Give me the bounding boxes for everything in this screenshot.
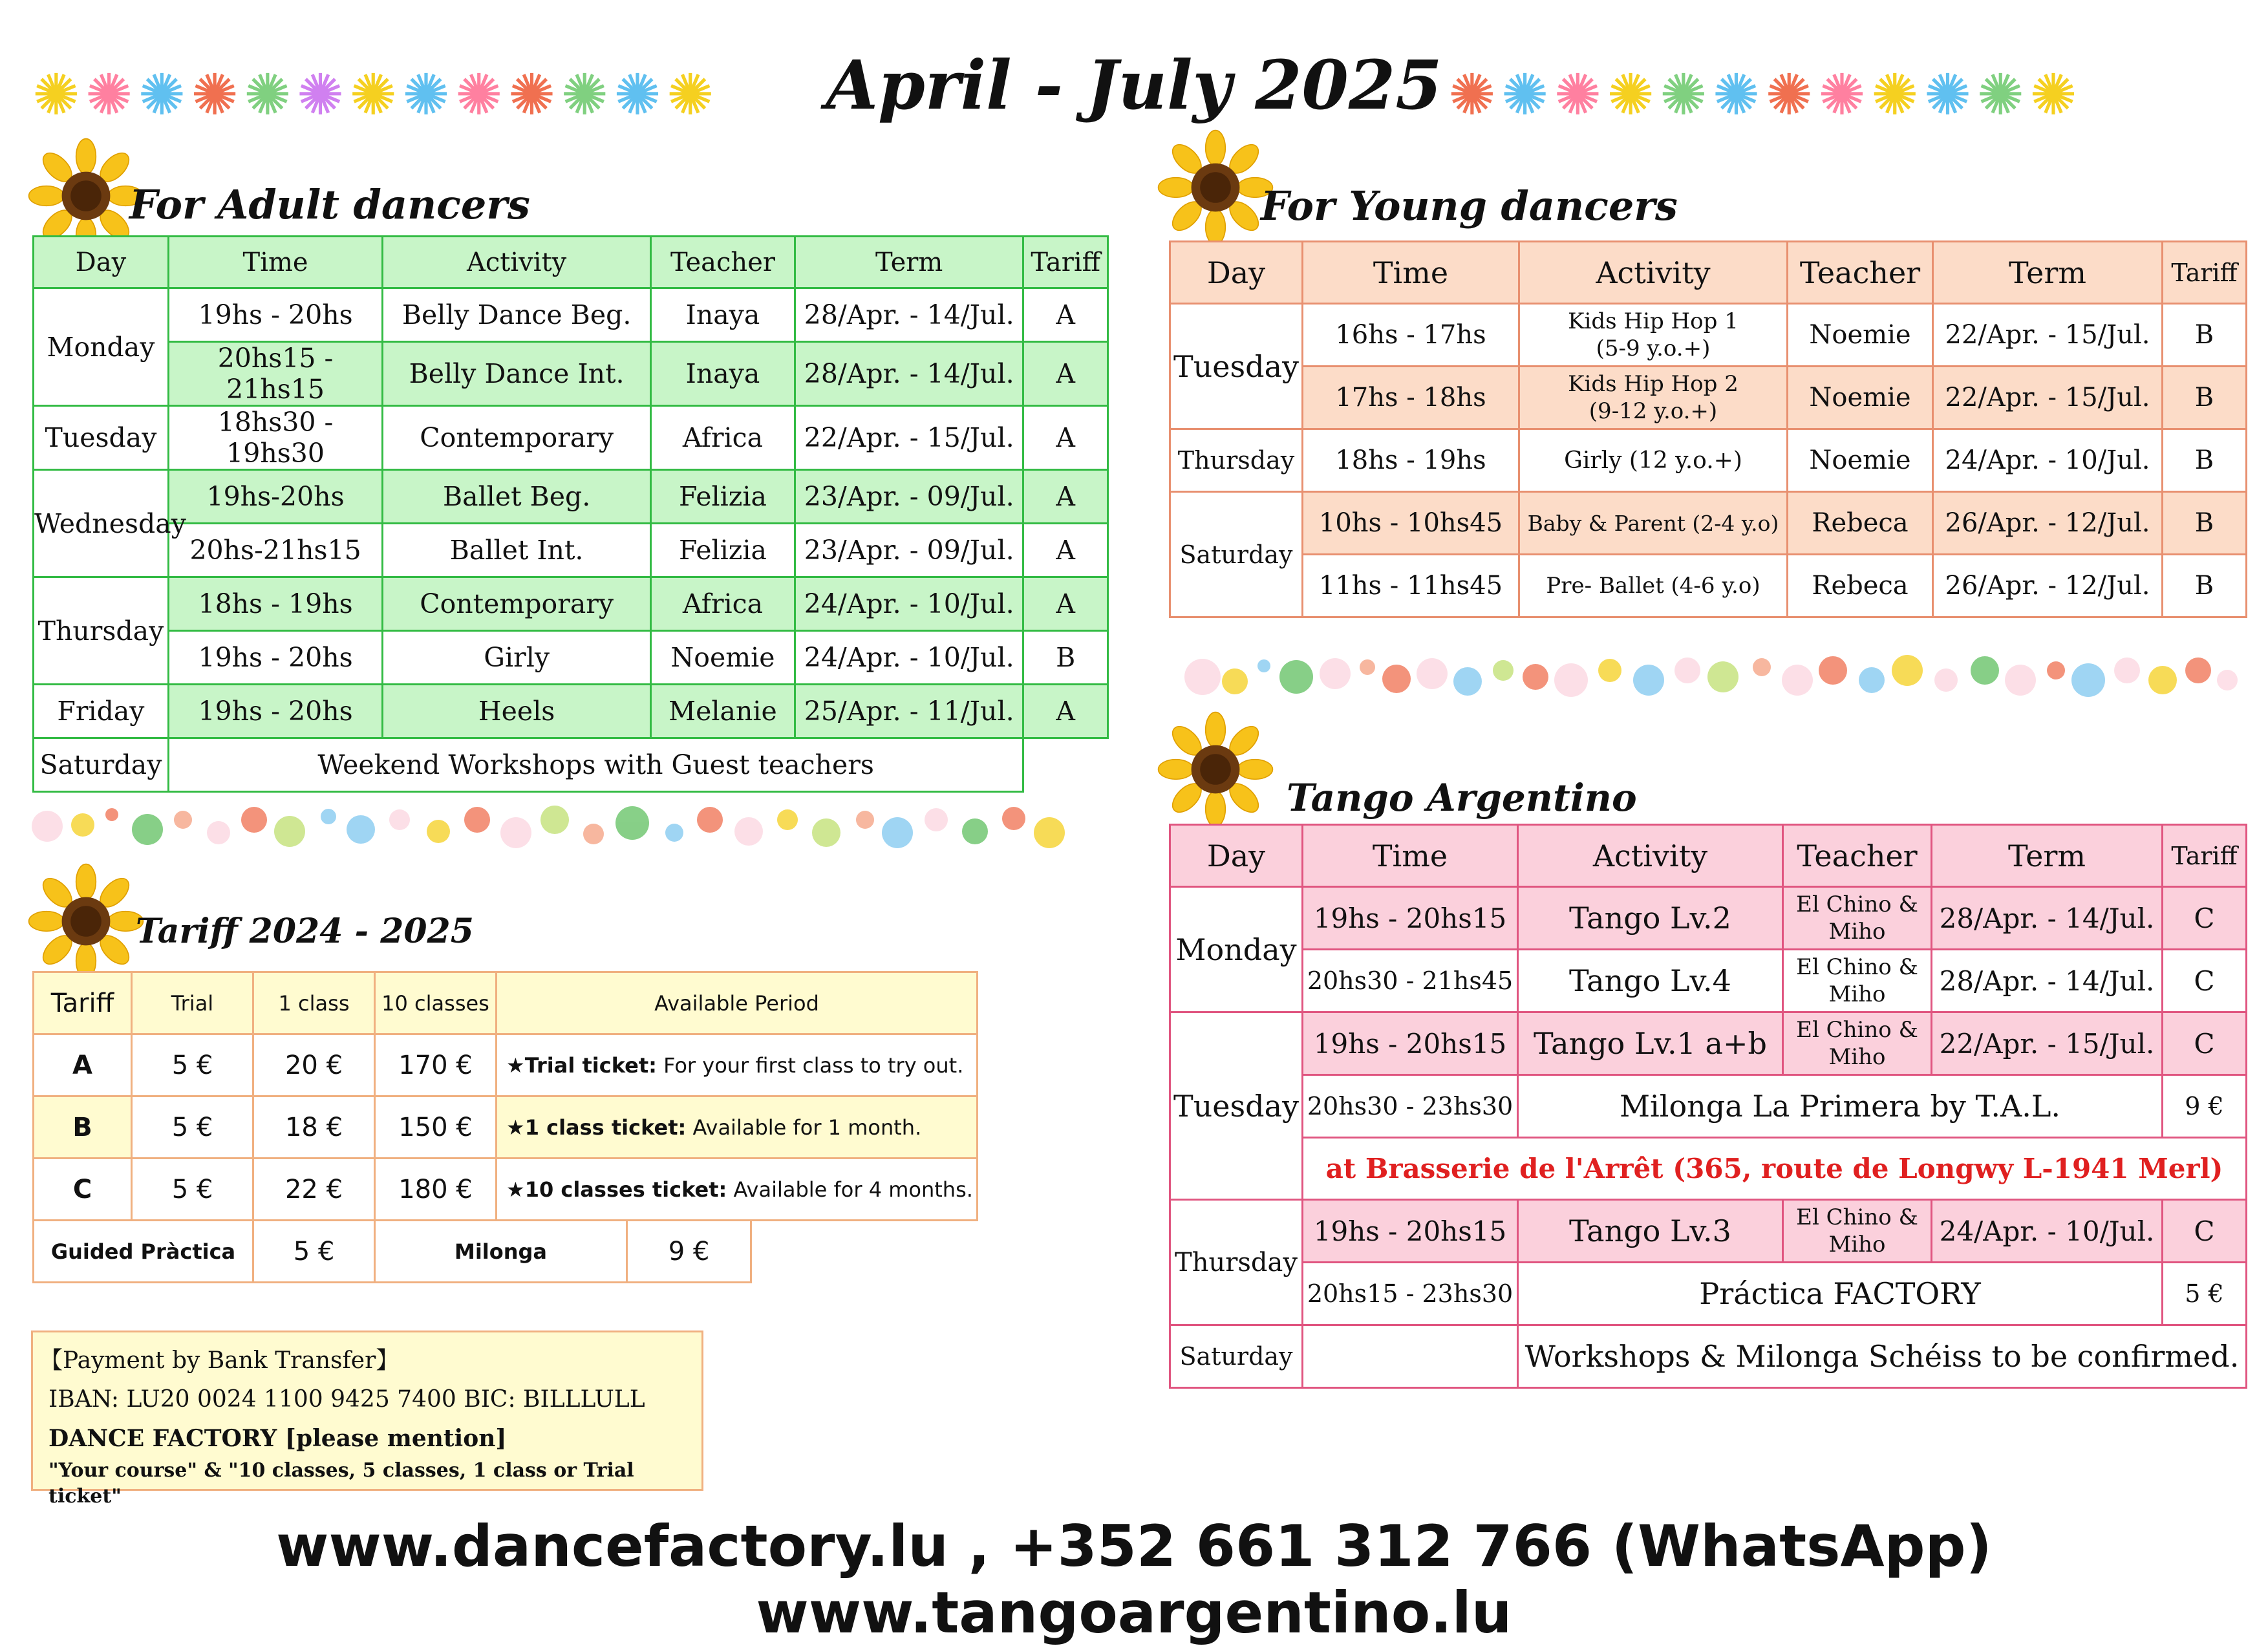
activity-cell: Tango Lv.1 a+b bbox=[1518, 1012, 1783, 1075]
time-cell: 18hs - 19hs bbox=[1303, 429, 1519, 492]
tariff-cell: B bbox=[2163, 367, 2247, 429]
ten-classes-price: 170 € bbox=[375, 1034, 497, 1096]
teacher-cell: Felizia bbox=[651, 524, 795, 577]
teacher-cell: Africa bbox=[651, 577, 795, 631]
col-header-term: Term bbox=[1933, 242, 2163, 304]
col-header-tariff: Tariff bbox=[2163, 242, 2247, 304]
term-cell: 23/Apr. - 09/Jul. bbox=[795, 524, 1023, 577]
firework-decoration-right: ✺ ✺ ✺ ✺ ✺ ✺ ✺ ✺ ✺ ✺ ✺ ✺ bbox=[1448, 61, 2077, 128]
col-header-1-class: 1 class bbox=[253, 972, 375, 1034]
sunflower-icon bbox=[31, 866, 141, 976]
tariff-cell: A bbox=[1023, 577, 1108, 631]
tariff-name: A bbox=[34, 1034, 132, 1096]
day-cell: Saturday bbox=[1170, 492, 1303, 617]
table-row bbox=[1170, 1325, 2247, 1388]
time-cell: 19hs - 20hs bbox=[168, 631, 382, 685]
tariff-cell: A bbox=[1023, 288, 1108, 342]
guided-practica-label: Guided Pràctica bbox=[34, 1221, 253, 1283]
footer-contact: www.dancefactory.lu , +352 661 312 766 (WhatsApp) www.tangoargentino.lu bbox=[276, 1513, 1992, 1646]
payment-info-box bbox=[31, 1331, 703, 1508]
activity-cell: Tango Lv.2 bbox=[1518, 887, 1783, 950]
term-cell: 28/Apr. - 14/Jul. bbox=[1932, 887, 2163, 950]
teacher-cell: Rebeca bbox=[1788, 492, 1933, 555]
col-header-tariff: Tariff bbox=[34, 972, 132, 1034]
teacher-cell: Noemie bbox=[1788, 367, 1933, 429]
table-row bbox=[1170, 429, 2247, 492]
activity-cell: Ballet Beg. bbox=[383, 470, 651, 524]
teacher-cell: El Chino & Miho bbox=[1783, 950, 1932, 1012]
col-header-10-classes: 10 classes bbox=[375, 972, 497, 1034]
table-row bbox=[1170, 887, 2247, 950]
adult-section-title: For Adult dancers bbox=[129, 181, 530, 228]
activity-cell: Contemporary bbox=[383, 577, 651, 631]
ten-classes-price: 150 € bbox=[375, 1096, 497, 1159]
activity-cell: Milonga La Primera by T.A.L. bbox=[1518, 1075, 2163, 1138]
activity-cell: Heels bbox=[383, 685, 651, 738]
table-row bbox=[34, 631, 1108, 685]
table-row bbox=[34, 1159, 978, 1221]
activity-cell: Girly (12 y.o.+) bbox=[1519, 429, 1788, 492]
activity-cell: Tango Lv.4 bbox=[1518, 950, 1783, 1012]
tariff-cell: A bbox=[1023, 524, 1108, 577]
day-cell: Saturday bbox=[34, 738, 169, 792]
day-cell: Thursday bbox=[1170, 429, 1303, 492]
activity-cell: Contemporary bbox=[383, 406, 651, 470]
tariff-cell: C bbox=[2163, 1200, 2247, 1263]
teacher-cell: Noemie bbox=[1788, 304, 1933, 367]
tariff-cell: B bbox=[2163, 429, 2247, 492]
col-header-time: Time bbox=[1303, 825, 1518, 887]
col-header-activity: Activity bbox=[1518, 825, 1783, 887]
teacher-cell: El Chino & Miho bbox=[1783, 887, 1932, 950]
activity-cell: Práctica FACTORY bbox=[1518, 1263, 2163, 1325]
day-cell: Saturday bbox=[1170, 1325, 1303, 1388]
day-cell: Tuesday bbox=[34, 406, 169, 470]
table-row bbox=[34, 577, 1108, 631]
table-row bbox=[34, 685, 1108, 738]
dots-decoration bbox=[1183, 648, 2243, 706]
tariff-cell: 5 € bbox=[2163, 1263, 2247, 1325]
time-cell: 17hs - 18hs bbox=[1303, 367, 1519, 429]
iban-text: IBAN: LU20 0024 1100 9425 7400 BIC: BILLLULL bbox=[48, 1386, 645, 1413]
teacher-cell: El Chino & Miho bbox=[1783, 1012, 1932, 1075]
term-cell: 22/Apr. - 15/Jul. bbox=[1933, 304, 2163, 367]
tariff-cell: A bbox=[1023, 685, 1108, 738]
teacher-cell: Melanie bbox=[651, 685, 795, 738]
guided-practica-price: 5 € bbox=[253, 1221, 375, 1283]
teacher-cell: Africa bbox=[651, 406, 795, 470]
tariff-cell: C bbox=[2163, 1012, 2247, 1075]
teacher-cell: Noemie bbox=[651, 631, 795, 685]
activity-cell: Kids Hip Hop 1 (5-9 y.o.+) bbox=[1519, 304, 1788, 367]
activity-cell: Kids Hip Hop 2 (9-12 y.o.+) bbox=[1519, 367, 1788, 429]
col-header-term: Term bbox=[1932, 825, 2163, 887]
trial-price: 5 € bbox=[132, 1159, 253, 1221]
table-row bbox=[34, 1221, 751, 1283]
ten-classes-price: 180 € bbox=[375, 1159, 497, 1221]
term-cell: 23/Apr. - 09/Jul. bbox=[795, 470, 1023, 524]
time-cell: 10hs - 10hs45 bbox=[1303, 492, 1519, 555]
venue-note: at Brasserie de l'Arrêt (365, route de Longwy L-1941 Merl) bbox=[1303, 1138, 2247, 1200]
payment-reference: "Your course" & "10 classes, 5 classes, 1 class or Trial ticket" bbox=[48, 1459, 634, 1508]
table-row bbox=[34, 1034, 978, 1096]
time-cell: 18hs - 19hs bbox=[168, 577, 382, 631]
day-cell: Wednesday bbox=[34, 470, 169, 577]
table-row bbox=[34, 738, 1108, 792]
milonga-label: Milonga bbox=[375, 1221, 627, 1283]
col-header-teacher: Teacher bbox=[1783, 825, 1932, 887]
time-cell: 20hs15 - 21hs15 bbox=[168, 342, 382, 406]
period-note: ★10 classes ticket: Available for 4 months. bbox=[497, 1159, 978, 1221]
term-cell: 26/Apr. - 12/Jul. bbox=[1933, 492, 2163, 555]
activity-cell: Pre- Ballet (4-6 y.o) bbox=[1519, 555, 1788, 617]
payment-title: 【Payment by Bank Transfer】 bbox=[39, 1347, 400, 1374]
day-cell: Thursday bbox=[1170, 1200, 1303, 1325]
time-cell: 20hs15 - 23hs30 bbox=[1303, 1263, 1518, 1325]
activity-cell: Tango Lv.3 bbox=[1518, 1200, 1783, 1263]
tariff-cell: C bbox=[2163, 950, 2247, 1012]
young-schedule-table bbox=[1169, 240, 2247, 618]
time-cell: 18hs30 - 19hs30 bbox=[168, 406, 382, 470]
term-cell: 22/Apr. - 15/Jul. bbox=[1933, 367, 2163, 429]
col-header-trial: Trial bbox=[132, 972, 253, 1034]
one-class-price: 20 € bbox=[253, 1034, 375, 1096]
tariff-cell: B bbox=[2163, 304, 2247, 367]
time-cell: 20hs30 - 23hs30 bbox=[1303, 1075, 1518, 1138]
table-row bbox=[34, 524, 1108, 577]
time-cell: 20hs-21hs15 bbox=[168, 524, 382, 577]
activity-cell: Ballet Int. bbox=[383, 524, 651, 577]
teacher-cell: Noemie bbox=[1788, 429, 1933, 492]
table-row bbox=[34, 288, 1108, 342]
term-cell: 22/Apr. - 15/Jul. bbox=[1932, 1012, 2163, 1075]
table-row bbox=[1170, 950, 2247, 1012]
col-header-teacher: Teacher bbox=[651, 237, 795, 288]
teacher-cell: Rebeca bbox=[1788, 555, 1933, 617]
term-cell: 28/Apr. - 14/Jul. bbox=[795, 288, 1023, 342]
col-header-term: Term bbox=[795, 237, 1023, 288]
time-cell: 19hs - 20hs15 bbox=[1303, 887, 1518, 950]
time-cell: 19hs - 20hs15 bbox=[1303, 1200, 1518, 1263]
saturday-note: Weekend Workshops with Guest teachers bbox=[168, 738, 1023, 792]
tariff-cell: A bbox=[1023, 342, 1108, 406]
time-cell: 16hs - 17hs bbox=[1303, 304, 1519, 367]
table-row bbox=[34, 1096, 978, 1159]
activity-cell: Belly Dance Int. bbox=[383, 342, 651, 406]
tariff-section-title: Tariff 2024 - 2025 bbox=[136, 912, 474, 951]
tariff-cell: A bbox=[1023, 470, 1108, 524]
payment-mention: DANCE FACTORY [please mention] bbox=[48, 1425, 507, 1452]
activity-cell: Girly bbox=[383, 631, 651, 685]
tariff-cell: 9 € bbox=[2163, 1075, 2247, 1138]
extra-prices-table bbox=[32, 1219, 752, 1283]
col-header-activity: Activity bbox=[1519, 242, 1788, 304]
tariff-cell: B bbox=[1023, 631, 1108, 685]
col-header-available-period: Available Period bbox=[497, 972, 978, 1034]
term-cell: 22/Apr. - 15/Jul. bbox=[795, 406, 1023, 470]
sunflower-icon bbox=[1161, 714, 1270, 824]
tariff-cell: C bbox=[2163, 887, 2247, 950]
col-header-tariff: Tariff bbox=[1023, 237, 1108, 288]
table-row bbox=[1170, 304, 2247, 367]
day-cell: Monday bbox=[34, 288, 169, 406]
milonga-price: 9 € bbox=[627, 1221, 751, 1283]
col-header-day: Day bbox=[1170, 825, 1303, 887]
tango-section-title: Tango Argentino bbox=[1287, 776, 1637, 820]
sunflower-icon bbox=[1161, 133, 1270, 242]
adult-schedule-table bbox=[32, 235, 1109, 793]
table-row bbox=[1170, 1012, 2247, 1075]
teacher-cell: Inaya bbox=[651, 342, 795, 406]
tariff-table bbox=[32, 971, 978, 1221]
col-header-time: Time bbox=[1303, 242, 1519, 304]
sunflower-icon bbox=[31, 141, 141, 251]
col-header-time: Time bbox=[168, 237, 382, 288]
table-row bbox=[1170, 367, 2247, 429]
time-cell: 19hs-20hs bbox=[168, 470, 382, 524]
term-cell: 24/Apr. - 10/Jul. bbox=[795, 631, 1023, 685]
one-class-price: 22 € bbox=[253, 1159, 375, 1221]
table-row bbox=[1170, 1075, 2247, 1138]
col-header-day: Day bbox=[34, 237, 169, 288]
table-row bbox=[1170, 1263, 2247, 1325]
period-note: ★1 class ticket: Available for 1 month. bbox=[497, 1096, 978, 1159]
day-cell: Thursday bbox=[34, 577, 169, 685]
time-cell: 19hs - 20hs15 bbox=[1303, 1012, 1518, 1075]
firework-decoration-left: ✺ ✺ ✺ ✺ ✺ ✺ ✺ ✺ ✺ ✺ ✺ ✺ ✺ bbox=[32, 61, 714, 128]
table-row bbox=[34, 342, 1108, 406]
trial-price: 5 € bbox=[132, 1034, 253, 1096]
table-row bbox=[1170, 1138, 2247, 1200]
term-cell: 25/Apr. - 11/Jul. bbox=[795, 685, 1023, 738]
table-row bbox=[1170, 555, 2247, 617]
day-cell: Tuesday bbox=[1170, 304, 1303, 429]
tariff-cell: B bbox=[2163, 555, 2247, 617]
page-title: April - July 2025 bbox=[826, 45, 1442, 125]
day-cell: Friday bbox=[34, 685, 169, 738]
teacher-cell: Inaya bbox=[651, 288, 795, 342]
tariff-cell: A bbox=[1023, 406, 1108, 470]
young-section-title: For Young dancers bbox=[1261, 182, 1678, 230]
trial-price: 5 € bbox=[132, 1096, 253, 1159]
time-cell: 19hs - 20hs bbox=[168, 288, 382, 342]
col-header-teacher: Teacher bbox=[1788, 242, 1933, 304]
table-row bbox=[1170, 1200, 2247, 1263]
day-cell: Monday bbox=[1170, 887, 1303, 1012]
table-row bbox=[34, 470, 1108, 524]
term-cell: 24/Apr. - 10/Jul. bbox=[1933, 429, 2163, 492]
time-cell: 20hs30 - 21hs45 bbox=[1303, 950, 1518, 1012]
term-cell: 24/Apr. - 10/Jul. bbox=[1932, 1200, 2163, 1263]
time-cell: 19hs - 20hs bbox=[168, 685, 382, 738]
tariff-name: C bbox=[34, 1159, 132, 1221]
activity-cell: Belly Dance Beg. bbox=[383, 288, 651, 342]
period-note: ★Trial ticket: For your first class to try out. bbox=[497, 1034, 978, 1096]
col-header-day: Day bbox=[1170, 242, 1303, 304]
tariff-name: B bbox=[34, 1096, 132, 1159]
time-cell: 11hs - 11hs45 bbox=[1303, 555, 1519, 617]
tariff-cell: B bbox=[2163, 492, 2247, 555]
col-header-tariff: Tariff bbox=[2163, 825, 2247, 887]
term-cell: 26/Apr. - 12/Jul. bbox=[1933, 555, 2163, 617]
teacher-cell: Felizia bbox=[651, 470, 795, 524]
table-row bbox=[34, 406, 1108, 470]
teacher-cell: El Chino & Miho bbox=[1783, 1200, 1932, 1263]
tango-schedule-table bbox=[1169, 824, 2247, 1389]
day-cell: Tuesday bbox=[1170, 1012, 1303, 1200]
term-cell: 24/Apr. - 10/Jul. bbox=[795, 577, 1023, 631]
col-header-activity: Activity bbox=[383, 237, 651, 288]
term-cell: 28/Apr. - 14/Jul. bbox=[795, 342, 1023, 406]
one-class-price: 18 € bbox=[253, 1096, 375, 1159]
activity-cell: Baby & Parent (2-4 y.o) bbox=[1519, 492, 1788, 555]
dots-decoration bbox=[31, 800, 1078, 852]
term-cell: 28/Apr. - 14/Jul. bbox=[1932, 950, 2163, 1012]
saturday-note: Workshops & Milonga Schéiss to be confirmed. bbox=[1518, 1325, 2247, 1388]
table-row bbox=[1170, 492, 2247, 555]
